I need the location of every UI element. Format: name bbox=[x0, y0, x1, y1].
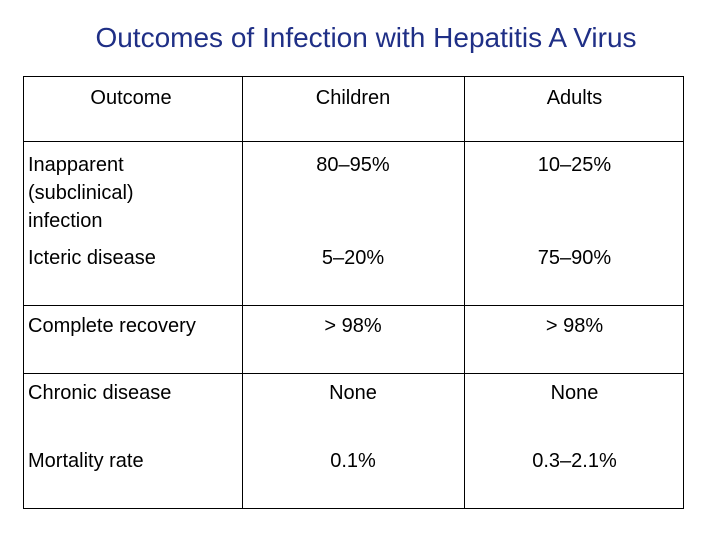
row-adults-value: None bbox=[550, 382, 599, 404]
row-divider bbox=[24, 373, 683, 374]
header-children: Children bbox=[315, 87, 391, 109]
row-outcome-line: (subclinical) bbox=[28, 182, 134, 204]
row-children-value: 80–95% bbox=[316, 154, 390, 176]
row-children-value: 5–20% bbox=[321, 247, 385, 269]
row-adults-value: > 98% bbox=[545, 315, 604, 337]
row-outcome-mortality: Mortality rate bbox=[28, 450, 144, 472]
header-adults: Adults bbox=[546, 87, 603, 109]
slide-title: Outcomes of Infection with Hepatitis A Virus bbox=[95, 22, 637, 53]
row-children-value: 0.1% bbox=[330, 450, 376, 472]
row-outcome-line: infection bbox=[28, 210, 103, 232]
row-outcome-icteric: Icteric disease bbox=[28, 247, 156, 269]
row-divider bbox=[24, 305, 683, 306]
row-adults-value: 75–90% bbox=[537, 247, 612, 269]
row-outcome-chronic: Chronic disease bbox=[28, 382, 172, 404]
row-outcome-inapparent bbox=[28, 151, 208, 235]
row-adults-value: 10–25% bbox=[537, 154, 612, 176]
header-divider bbox=[24, 141, 683, 142]
outcomes-table bbox=[23, 76, 684, 509]
header-outcome: Outcome bbox=[90, 87, 172, 109]
row-children-value: > 98% bbox=[324, 315, 382, 337]
row-adults-value: 0.3–2.1% bbox=[532, 450, 617, 472]
row-outcome-line: Inapparent bbox=[28, 154, 124, 176]
row-children-value: None bbox=[329, 382, 377, 404]
row-outcome-recovery: Complete recovery bbox=[28, 315, 196, 337]
